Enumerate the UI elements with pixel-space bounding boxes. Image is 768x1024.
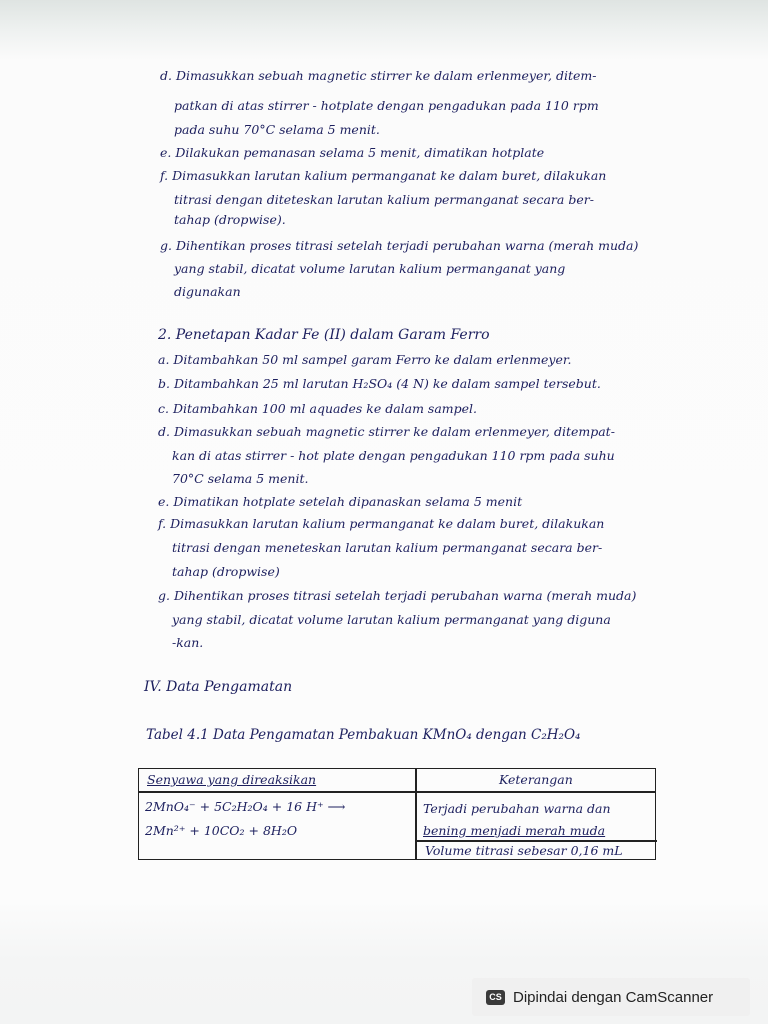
section-2-line: b. Ditambahkan 25 ml larutan H₂SO₄ (4 N) ke dalam sampel tersebut.	[158, 376, 601, 391]
step-line: patkan di atas stirrer - hotplate dengan pengadukan pada 110 rpm	[174, 98, 599, 113]
note-line1: Terjadi perubahan warna dan	[423, 801, 611, 816]
section-2-line: a. Ditambahkan 50 ml sampel garam Ferro ke dalam erlenmeyer.	[158, 352, 572, 367]
section-2-line: yang stabil, dicatat volume larutan kalium permanganat yang diguna	[172, 612, 611, 627]
observation-table	[138, 768, 656, 860]
section-2-line: 70°C selama 5 menit.	[172, 471, 309, 486]
step-line: titrasi dengan diteteskan larutan kalium permanganat secara ber-	[174, 192, 594, 207]
section-2-line: -kan.	[172, 635, 204, 650]
step-line: tahap (dropwise).	[174, 212, 286, 227]
section-2-line: tahap (dropwise)	[172, 564, 280, 579]
camscanner-logo-icon: CS	[486, 990, 505, 1005]
section-2-line: f. Dimasukkan larutan kalium permanganat ke dalam buret, dilakukan	[158, 516, 605, 531]
note-line2: bening menjadi merah muda	[423, 823, 606, 838]
step-line: f. Dimasukkan larutan kalium permanganat ke dalam buret, dilakukan	[160, 168, 607, 183]
section-2-line: d. Dimasukkan sebuah magnetic stirrer ke dalam erlenmeyer, ditempat-	[158, 424, 615, 439]
table-header-compounds: Senyawa yang direaksikan	[147, 772, 317, 787]
step-line: pada suhu 70°C selama 5 menit.	[174, 122, 380, 137]
camscanner-label: Dipindai dengan CamScanner	[513, 988, 714, 1006]
section-4-title: IV. Data Pengamatan	[144, 679, 293, 695]
table-column-divider	[415, 769, 417, 859]
step-line: d. Dimasukkan sebuah magnetic stirrer ke dalam erlenmeyer, ditem-	[160, 68, 597, 83]
reaction-equation-line2: 2Mn²⁺ + 10CO₂ + 8H₂O	[145, 823, 298, 838]
step-line: e. Dilakukan pemanasan selama 5 menit, dimatikan hotplate	[160, 145, 545, 160]
reaction-equation-line1: 2MnO₄⁻ + 5C₂H₂O₄ + 16 H⁺ ⟶	[145, 799, 346, 814]
section-2-line: g. Dihentikan proses titrasi setelah terjadi perubahan warna (merah muda)	[158, 588, 637, 603]
section-2-line: e. Dimatikan hotplate setelah dipanaskan selama 5 menit	[158, 494, 523, 509]
step-line: yang stabil, dicatat volume larutan kalium permanganat yang	[174, 261, 566, 276]
table-header-divider	[139, 791, 655, 793]
step-line: digunakan	[174, 284, 241, 299]
section-2-line: titrasi dengan meneteskan larutan kalium permanganat secara ber-	[172, 540, 603, 555]
section-2-line: c. Ditambahkan 100 ml aquades ke dalam sampel.	[158, 401, 478, 416]
camscanner-badge	[472, 978, 750, 1016]
step-line: g. Dihentikan proses titrasi setelah terjadi perubahan warna (merah muda)	[160, 238, 639, 253]
table-volume-divider	[415, 840, 657, 842]
section-2-line: kan di atas stirrer - hot plate dengan pengadukan 110 rpm pada suhu	[172, 448, 615, 463]
section-2-title: 2. Penetapan Kadar Fe (II) dalam Garam Ferro	[158, 327, 490, 343]
table-caption: Tabel 4.1 Data Pengamatan Pembakuan KMnO₄ dengan C₂H₂O₄	[146, 727, 581, 743]
table-header-notes: Keterangan	[499, 772, 573, 787]
titration-volume: Volume titrasi sebesar 0,16 mL	[425, 843, 623, 858]
